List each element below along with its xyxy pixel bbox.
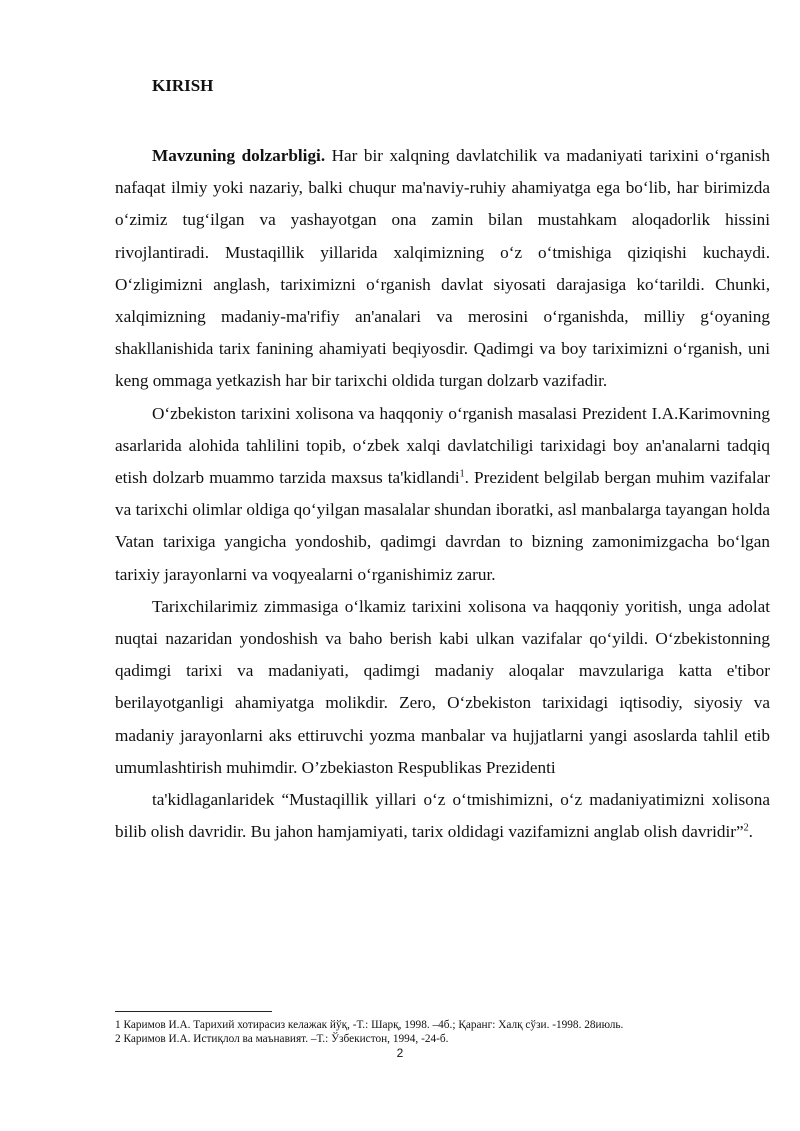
section-heading: KIRISH — [152, 76, 214, 95]
page-number: 2 — [396, 1046, 404, 1060]
paragraph-1 — [115, 140, 770, 398]
paragraph-4 — [115, 784, 770, 848]
paragraph-4-text-b: . — [748, 822, 753, 842]
paragraph-4-text-a: ta'kidlaganlaridek “Mustaqillik yillari o‘z o‘tmishimizni, o‘z madaniyatimizni xolisona bilib olish davridir. Bu jahon hamjamiyati, tarix oldidagi vazifamizni anglab olish davridir” — [115, 790, 770, 842]
footnote-separator — [115, 1011, 272, 1012]
paragraph-1-text: Har bir xalqning davlatchilik va madaniyati tarixini o‘rganish nafaqat ilmiy yoki nazariy, balki chuqur ma'naviy-ruhiy ahamiyatga ega bo‘lib, har birimizda o‘zimiz tug‘ilgan va yashayotgan ona zamin bilan mustahkam aloqadorlik hissini rivojlantiradi. Mustaqillik yillarida xalqimizning o‘z o‘tmishiga qiziqishi kuchaydi. O‘zligimizni anglash, tariximizni o‘rganish davlat siyosati darajasiga ko‘tarildi. Chunki, xalqimizning madaniy-ma'rifiy an'analari va merosini o‘rganishda, milliy g‘oyaning shakllanishida tarix fanining ahamiyati beqiyosdir. Qadimgi va boy tariximizni o‘rganish, uni keng ommaga yetkazish har bir tarixchi oldida turgan dolzarb vazifadir. — [115, 146, 770, 391]
footnote-1: 1 Каримов И.А. Тарихий хотирасиз келажак йўқ, -Т.: Шарқ, 1998. –4б.; Қаранг: Халқ сўзи. -1998. 28июль. — [115, 1019, 624, 1031]
paragraph-2-text-b: . Prezident belgilab bergan muhim vazifalar va tarixchi olimlar oldiga qo‘yilgan masalalar shundan iboratki, asl manbalarga tayangan holda Vatan tarixiga yangicha yondoshib, qadimgi davrdan to bizning zamonimizgacha bo‘lgan tarixiy jarayonlarni va voqyealarni o‘rganishimiz zarur. — [115, 468, 770, 584]
paragraph-3: Tarixchilarimiz zimmasiga o‘lkamiz tarixini xolisona va haqqoniy yoritish, unga adolat nuqtai nazaridan yondoshish va baho berish kabi ulkan vazifalar qo‘yildi. O‘zbekistonning qadimgi tarixi va madaniyati, qadimgi madaniy aloqalar mavzulariga katta e'tibor berilayotganligi ahamiyatga molikdir. Zero, O‘zbekiston tarixidagi iqtisodiy, siyosiy va madaniy jarayonlarni aks ettiruvchi yozma manbalar va hujjatlarni yangi asoslarda tahlil etib umumlashtirish muhimdir. O’zbekiaston Respublikas Prezidenti — [115, 596, 770, 777]
footnote-ref-2[interactable]: 2 — [743, 822, 749, 834]
paragraph-1-lead: Mavzuning dolzarbligi. — [152, 146, 326, 165]
paragraph-2-text-a: O‘zbekiston tarixini xolisona va haqqoniy o‘rganish masalasi Prezident I.A.Karimovning asarlarida alohida tahlilini topib, o‘zbek xalqi davlatchiligi tarixidagi boy an'analarni tadqiq etish dolzarb muammo tarzida maxsus ta'kidlandi — [115, 403, 770, 488]
paragraph-2 — [115, 398, 770, 591]
footnote-2: 2 Каримов И.А. Истиқлол ва маънавият. –Т.: Ўзбекистон, 1994, -24-б. — [115, 1033, 449, 1045]
footnote-ref-1[interactable]: 1 — [459, 468, 465, 480]
body-text — [115, 140, 770, 848]
